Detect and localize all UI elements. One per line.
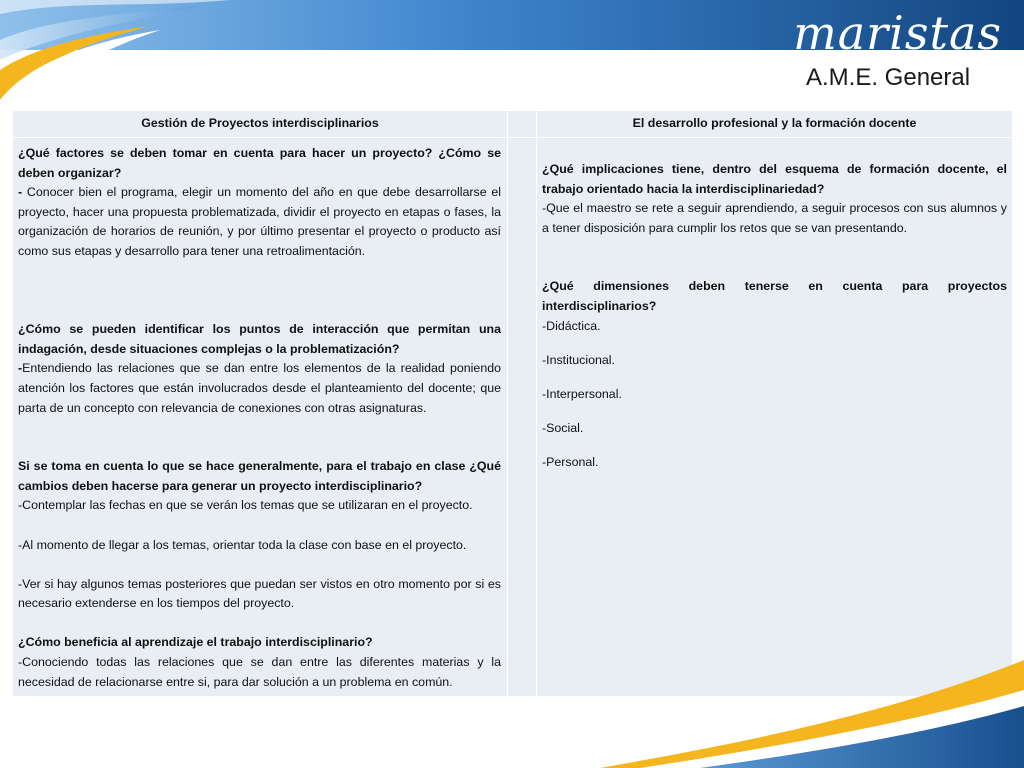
page-title: A.M.E. General — [806, 64, 971, 91]
answer-1: - Conocer bien el programa, elegir un momento del año en que debe desarrollarse el proyecto, hacer una propuesta problematizada, dividir el proyecto en etapas o fases, la organización de horarios de reunión, y por último presentar el proyecto o producto así como sus etapas y desarrollo para tener una retroalimentación. — [18, 185, 501, 258]
middle-cell — [508, 138, 537, 697]
maristas-logo: maristas — [793, 6, 1002, 60]
dimension-item: -Interpersonal. — [542, 386, 622, 401]
question-2: ¿Cómo se pueden identificar los puntos de interacción que permitan una indagación, desde situaciones complejas o la problematización? — [18, 322, 501, 356]
header-right: El desarrollo profesional y la formación docente — [537, 111, 1013, 138]
dimension-item: -Institucional. — [542, 352, 616, 367]
answer-2: -Entendiendo las relaciones que se dan entre los elementos de la realidad poniendo atención los factores que están involucrados desde el planteamiento del docente; que parta de un concepto con relevancia de conexiones con otras asignaturas. — [18, 361, 501, 415]
question-4: ¿Cómo beneficia al aprendizaje el trabajo interdisciplinario? — [18, 635, 373, 650]
dimension-item: -Didáctica. — [542, 318, 601, 333]
answer-3-item: -Al momento de llegar a los temas, orientar toda la clase con base en el proyecto. — [18, 537, 467, 552]
table-header-row — [13, 111, 1013, 138]
table-body-row — [13, 138, 1013, 697]
answer-4: -Conociendo todas las relaciones que se dan entre las diferentes materias y la necesidad de relacionarse entre si, para dar solución a un problema en común. — [18, 655, 501, 689]
dimension-item: -Personal. — [542, 455, 599, 470]
answer-right-1: -Que el maestro se rete a seguir aprendiendo, a seguir procesos con sus alumnos y a tener disposición para cumplir los retos que se van presentando. — [542, 201, 1007, 235]
header-left: Gestión de Proyectos interdisciplinarios — [13, 111, 508, 138]
left-cell — [13, 138, 508, 697]
content-table — [12, 110, 1013, 697]
header-middle — [508, 111, 537, 138]
question-right-2: ¿Qué dimensiones deben tenerse en cuenta para proyectos interdisciplinarios? — [542, 279, 1007, 313]
answer-3-item: -Ver si hay algunos temas posteriores que puedan ser vistos en otro momento por si es necesario extenderse en los tiempos del proyecto. — [18, 576, 501, 611]
question-right-1: ¿Qué implicaciones tiene, dentro del esquema de formación docente, el trabajo orientado hacia la interdisciplinariedad? — [542, 162, 1007, 196]
question-3: Si se toma en cuenta lo que se hace generalmente, para el trabajo en clase ¿Qué cambios deben hacerse para generar un proyecto interdisciplinario? — [18, 459, 501, 493]
answer-3-item: -Contemplar las fechas en que se verán los temas que se utilizaran en el proyecto. — [18, 498, 473, 513]
dimension-item: -Social. — [542, 421, 584, 436]
right-cell — [537, 138, 1013, 697]
question-1: ¿Qué factores se deben tomar en cuenta para hacer un proyecto? ¿Cómo se deben organizar? — [18, 146, 501, 180]
